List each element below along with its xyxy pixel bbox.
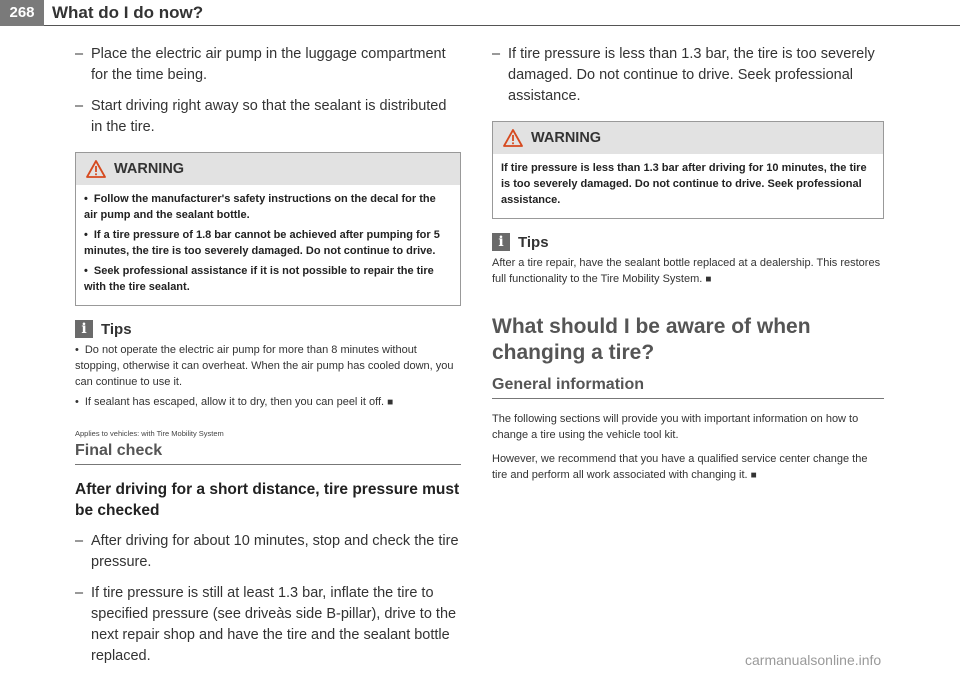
right-column xyxy=(492,44,884,492)
subheading: After driving for a short distance, tire pressure must be checked xyxy=(75,481,460,519)
warning-item: • Seek professional assistance if it is not possible to repair the tire with the tire sealant. xyxy=(84,265,434,293)
bullet-icon: • xyxy=(84,229,88,241)
step-item: – After driving for about 10 minutes, stop and check the tire pressure. xyxy=(75,531,461,573)
bullet-icon: • xyxy=(84,193,88,205)
bullet-icon: • xyxy=(75,344,79,356)
warning-title: WARNING xyxy=(531,130,602,146)
applies-note: Applies to vehicles: with Tire Mobility System xyxy=(75,429,224,438)
step-item: – If tire pressure is still at least 1.3 bar, inflate the tire to specified pressure (see driveàs side B-pillar), drive to the next repair shop and have the tire and the sealant bottle replaced. xyxy=(75,583,461,667)
warning-item: • Follow the manufacturer's safety instructions on the decal for the air pump and the sealant bottle. xyxy=(84,193,436,221)
tip-item: • Do not operate the electric air pump for more than 8 minutes without stopping, otherwise it can overheat. When the air pump has cooled down, you can continue to use it. xyxy=(75,344,454,388)
tips-header xyxy=(492,233,884,251)
bullet-icon: • xyxy=(84,265,88,277)
paragraph: However, we recommend that you have a qualified service center change the tire and perform all work associated with changing it. ■ xyxy=(492,453,868,481)
tip-item: After a tire repair, have the sealant bottle replaced at a dealership. This restores full functionality to the Tire Mobility System. ■ xyxy=(492,257,881,285)
warning-box xyxy=(492,121,884,219)
warning-header xyxy=(76,153,460,185)
bullet-icon: • xyxy=(75,396,79,408)
end-mark-icon: ■ xyxy=(705,274,712,285)
main-heading: What should I be aware of when changing a tire? xyxy=(492,315,811,364)
warning-triangle-icon xyxy=(86,160,106,178)
tip-item: • If sealant has escaped, allow it to dry, then you can peel it off. ■ xyxy=(75,396,394,408)
chapter-title: What do I do now? xyxy=(52,3,204,22)
info-icon: i xyxy=(492,233,510,251)
warning-title: WARNING xyxy=(114,161,185,177)
end-mark-icon: ■ xyxy=(750,470,757,481)
section-title: General information xyxy=(492,376,884,399)
warning-header xyxy=(493,122,883,154)
info-icon: i xyxy=(75,320,93,338)
warning-item: • If a tire pressure of 1.8 bar cannot be achieved after pumping for 5 minutes, the tire is too severely damaged. Do not continue to drive. xyxy=(84,229,440,257)
tips-title: Tips xyxy=(518,233,549,251)
tips-header xyxy=(75,320,461,338)
warning-triangle-icon xyxy=(503,129,523,147)
warning-body xyxy=(76,185,460,305)
left-column xyxy=(75,44,461,677)
tips-title: Tips xyxy=(101,320,132,338)
watermark-text: carmanualsonline.info xyxy=(745,652,882,668)
page-number: 268 xyxy=(0,0,44,26)
section-title: Final check xyxy=(75,442,461,465)
warning-text: If tire pressure is less than 1.3 bar after driving for 10 minutes, the tire is too severely damaged. Do not continue to drive. Seek professional assistance. xyxy=(501,162,867,206)
step-item: – If tire pressure is less than 1.3 bar, the tire is too severely damaged. Do not continue to drive. Seek professional assistance. xyxy=(492,44,884,107)
header-rule xyxy=(44,25,960,26)
step-item: – Start driving right away so that the sealant is distributed in the tire. xyxy=(75,96,461,138)
step-item: – Place the electric air pump in the luggage compartment for the time being. xyxy=(75,44,461,86)
end-mark-icon: ■ xyxy=(387,397,394,408)
page-header xyxy=(0,0,960,30)
warning-body xyxy=(493,154,883,218)
warning-box xyxy=(75,152,461,306)
paragraph: The following sections will provide you with important information on how to change a tire using the vehicle tool kit. xyxy=(492,413,859,441)
